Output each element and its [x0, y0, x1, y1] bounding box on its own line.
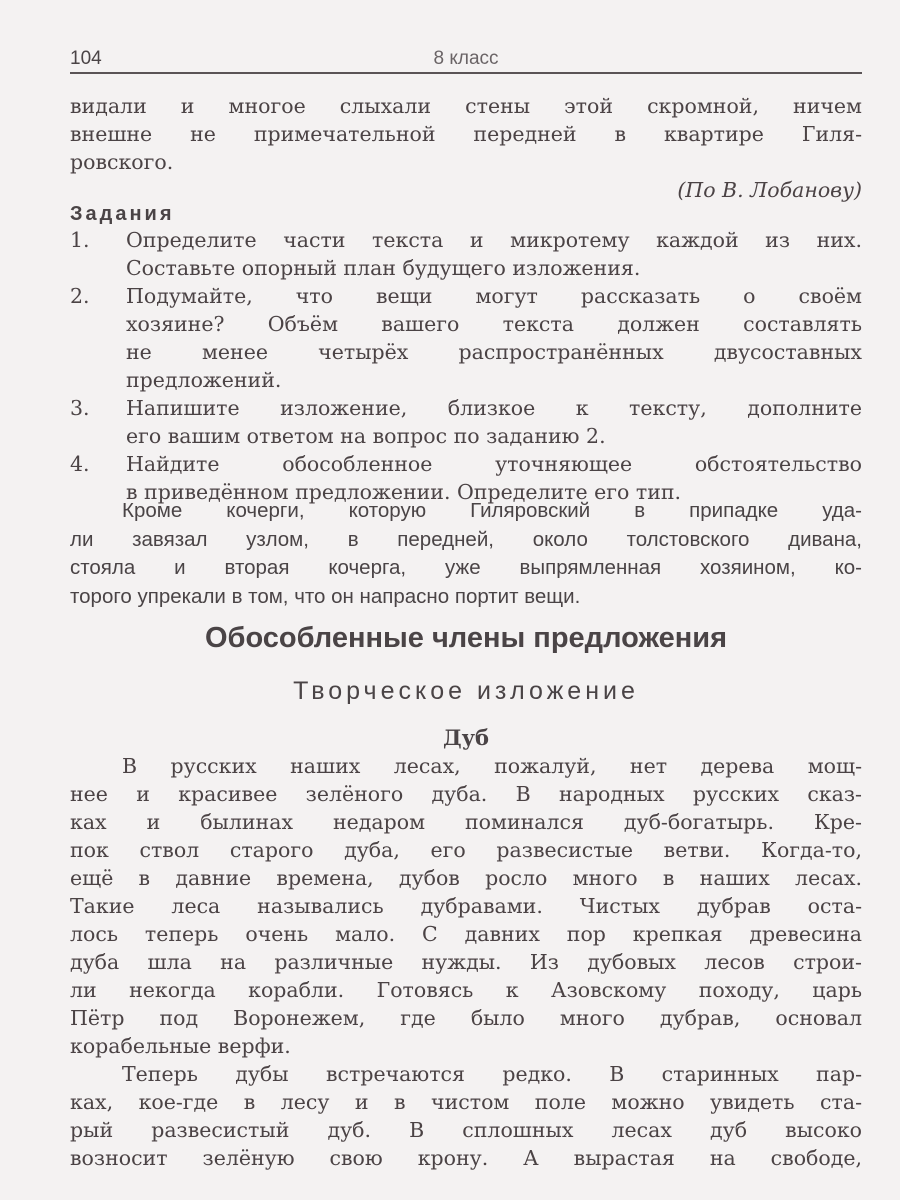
- story-title: Дуб: [442, 725, 490, 750]
- story-paragraph-1: [70, 752, 862, 1060]
- text-line: Составьте опорный план будущего изложения.: [126, 256, 641, 280]
- text-line: В русских наших лесах, пожалуй, нет дерева мощ-: [122, 754, 862, 778]
- text-line: ли некогда корабли. Готовясь к Азовскому походу, царь: [70, 978, 862, 1002]
- text-line: предложений.: [126, 368, 282, 392]
- text-line: его вашим ответом на вопрос по заданию 2.: [126, 424, 606, 448]
- task-number: 1.: [70, 228, 90, 252]
- text-line: ках и былинах недаром поминался дуб-богатырь. Кре-: [70, 810, 862, 834]
- text-line: нее и красивее зелёного дуба. В народных русских сказ-: [70, 782, 862, 806]
- text-line: внешне не примечательной передней в квартире Гиля-: [70, 122, 862, 146]
- story-paragraph-2: [70, 1060, 862, 1172]
- text-line: пок ствол старого дуба, его развесистые ветви. Когда-то,: [70, 838, 862, 862]
- tasks-heading: Задания: [70, 203, 175, 225]
- task-item-2: [70, 282, 862, 394]
- task-number: 2.: [70, 284, 90, 308]
- running-head: [70, 48, 862, 74]
- text-line: хозяине? Объём вашего текста должен составлять: [126, 312, 862, 336]
- section-title: Обособленные члены предложения: [204, 622, 728, 654]
- tasks-section: [70, 203, 862, 506]
- story-text: [70, 752, 862, 1172]
- text-line: не менее четырёх распространённых двусоставных: [126, 340, 862, 364]
- attribution: (По В. Лобанову): [677, 178, 862, 202]
- text-line: Определите части текста и микротему каждой из них.: [126, 228, 862, 252]
- text-line: в приведённом предложении. Определите его тип.: [126, 480, 682, 504]
- text-line: ровского.: [70, 150, 174, 174]
- subsection-title: Творческое изложение: [293, 677, 639, 705]
- text-line: Найдите обособленное уточняющее обстоятельство: [126, 452, 862, 476]
- text-line: Напишите изложение, близкое к тексту, дополните: [126, 396, 862, 420]
- example-sentence: [70, 497, 862, 611]
- intro-fragment: [70, 92, 862, 204]
- page-number: 104: [70, 48, 102, 69]
- text-line: возносит зелёную свою крону. А вырастая на свободе,: [70, 1146, 862, 1170]
- text-line: видали и многое слыхали стены этой скромной, ничем: [70, 94, 862, 118]
- text-line: Кроме кочерги, которую Гиляровский в припадке уда-: [122, 499, 862, 522]
- text-line: Подумайте, что вещи могут рассказать о своём: [126, 284, 862, 308]
- text-line: Пётр под Воронежем, где было много дубрав, основал: [70, 1006, 862, 1030]
- running-title: 8 класс: [433, 48, 499, 69]
- text-line: ках, кое-где в лесу и в чистом поле можно увидеть ста-: [70, 1090, 862, 1114]
- text-line: стояла и вторая кочерга, уже выпрямленная хозяином, ко-: [70, 556, 862, 579]
- task-number: 3.: [70, 396, 90, 420]
- text-line: ли завязал узлом, в передней, около толстовского дивана,: [70, 527, 862, 551]
- text-line: дуба шла на различные нужды. Из дубовых лесов строи-: [70, 950, 862, 974]
- text-line: ещё в давние времена, дубов росло много в наших лесах.: [70, 866, 862, 890]
- task-item-3: [70, 394, 862, 450]
- task-number: 4.: [70, 452, 90, 476]
- text-line: рый развесистый дуб. В сплошных лесах дуб высоко: [70, 1118, 862, 1142]
- text-line: Теперь дубы встречаются редко. В старинных пар-: [122, 1062, 862, 1086]
- text-line: торого упрекали в том, что он напрасно портит вещи.: [70, 584, 581, 608]
- text-line: лось теперь очень мало. С давних пор крепкая древесина: [70, 922, 862, 946]
- text-line: Такие леса назывались дубравами. Чистых дубрав оста-: [70, 894, 862, 918]
- text-line: корабельные верфи.: [70, 1034, 291, 1058]
- task-item-1: [70, 226, 862, 282]
